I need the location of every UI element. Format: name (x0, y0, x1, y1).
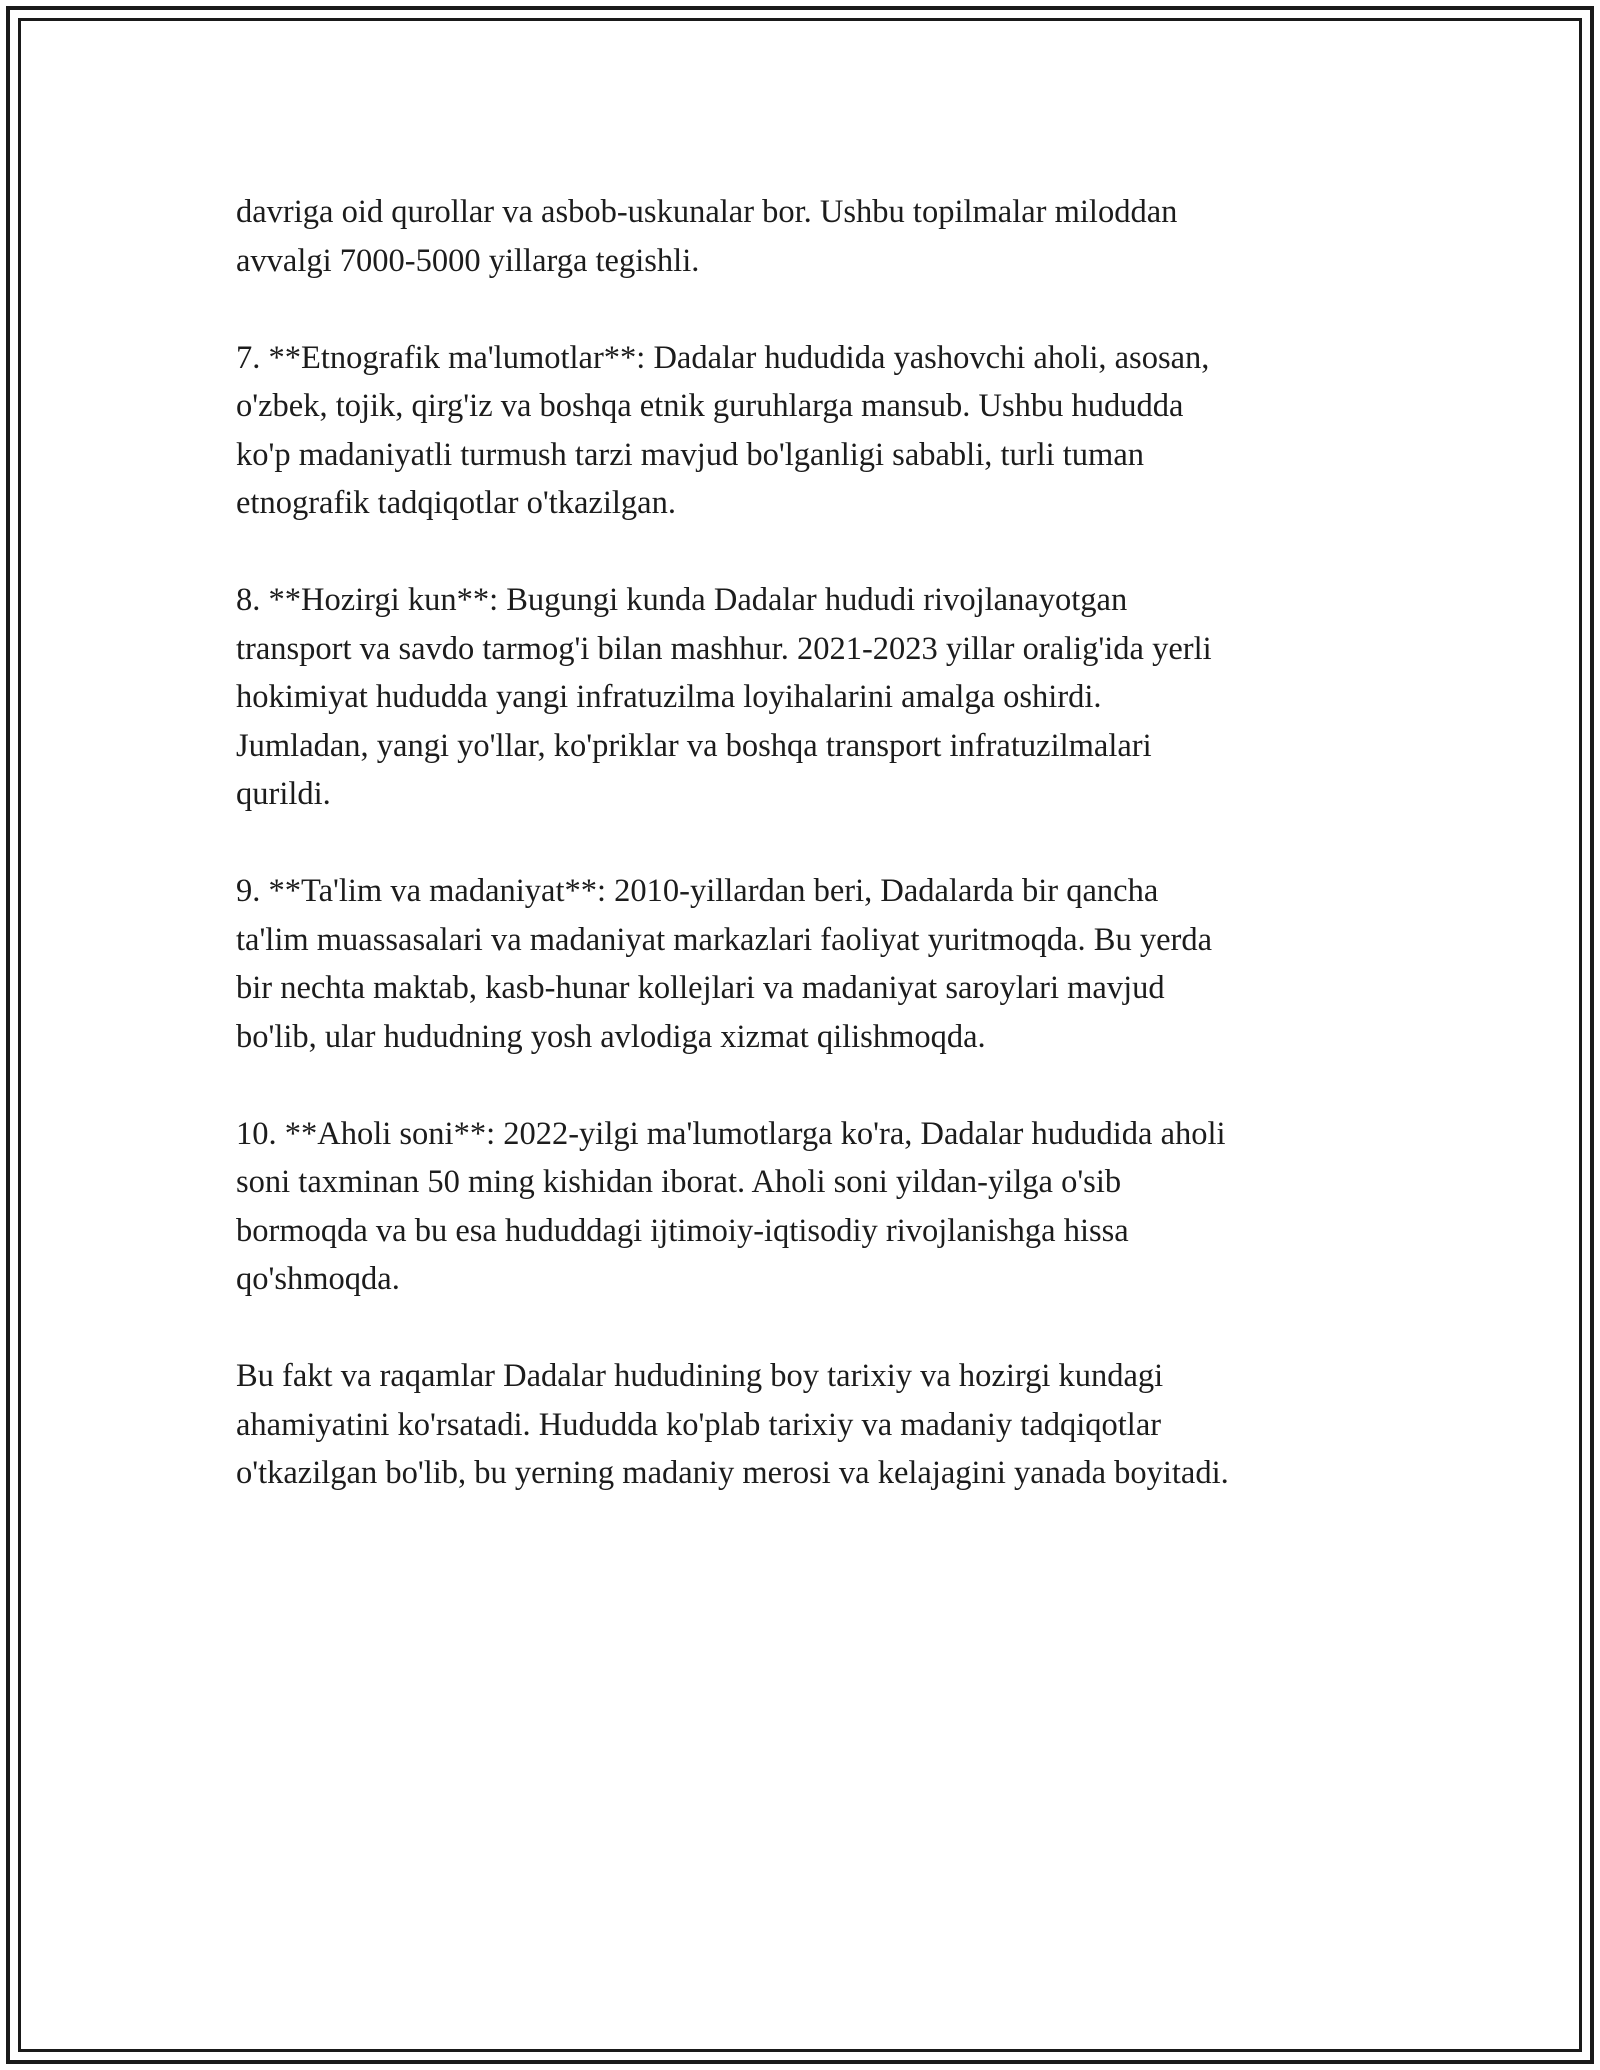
text-line: transport va savdo tarmog'i bilan mashhur. 2021-2023 yillar oralig'ida yerli (236, 630, 1212, 667)
text-line: etnografik tadqiqotlar o'tkazilgan. (236, 485, 676, 521)
text-line: Bu fakt va raqamlar Dadalar hududining boy tarixiy va hozirgi kundagi (236, 1358, 1164, 1394)
text-line: bormoqda va bu esa hududdagi ijtimoiy-iqtisodiy rivojlanishga hissa (236, 1212, 1129, 1249)
text-line: ta'lim muassasalari va madaniyat markazlari faoliyat yuritmoqda. Bu yerda (236, 921, 1212, 958)
text-line: o'zbek, tojik, qirg'iz va boshqa etnik guruhlarga mansub. Ushbu hududda (236, 388, 1184, 424)
text-line: soni taxminan 50 ming kishidan iborat. Aholi soni yildan-yilga o'sib (236, 1164, 1122, 1200)
paragraph-item-9 (236, 867, 1386, 1061)
text-line: 9. **Ta'lim va madaniyat**: 2010-yillardan beri, Dadalarda bir qancha (236, 873, 1159, 909)
text-line: ahamiyatini ko'rsatadi. Hududda ko'plab tarixiy va madaniy tadqiqotlar (236, 1406, 1162, 1443)
text-line: qurildi. (236, 776, 331, 812)
paragraph-conclusion (236, 1352, 1386, 1498)
text-line: 7. **Etnografik ma'lumotlar**: Dadalar hududida yashovchi aholi, asosan, (236, 339, 1210, 376)
paragraph-item-8 (236, 576, 1386, 819)
text-line: avvalgi 7000-5000 yillarga tegishli. (236, 242, 700, 279)
text-line: bo'lib, ular hududning yosh avlodiga xizmat qilishmoqda. (236, 1018, 986, 1055)
text-line: o'tkazilgan bo'lib, bu yerning madaniy merosi va kelajagini yanada boyitadi. (236, 1455, 1229, 1491)
text-line: davriga oid qurollar va asbob-uskunalar bor. Ushbu topilmalar miloddan (236, 194, 1178, 230)
text-line: 8. **Hozirgi kun**: Bugungi kunda Dadalar hududi rivojlanayotgan (236, 582, 1128, 618)
text-line: ko'p madaniyatli turmush tarzi mavjud bo'lganligi sababli, turli tuman (236, 436, 1145, 473)
text-line: 10. **Aholi soni**: 2022-yilgi ma'lumotlarga ko'ra, Dadalar hududida aholi (236, 1115, 1226, 1152)
paragraph-item-10 (236, 1110, 1386, 1304)
paragraph-item-7 (236, 334, 1386, 528)
document-body (236, 188, 1386, 1546)
text-line: qo'shmoqda. (236, 1261, 400, 1297)
paragraph-continuation (236, 188, 1386, 285)
text-line: hokimiyat hududda yangi infratuzilma loyihalarini amalga oshirdi. (236, 679, 1102, 715)
text-line: Jumladan, yangi yo'llar, ko'priklar va boshqa transport infratuzilmalari (236, 727, 1152, 764)
text-line: bir nechta maktab, kasb-hunar kollejlari va madaniyat saroylari mavjud (236, 970, 1165, 1006)
